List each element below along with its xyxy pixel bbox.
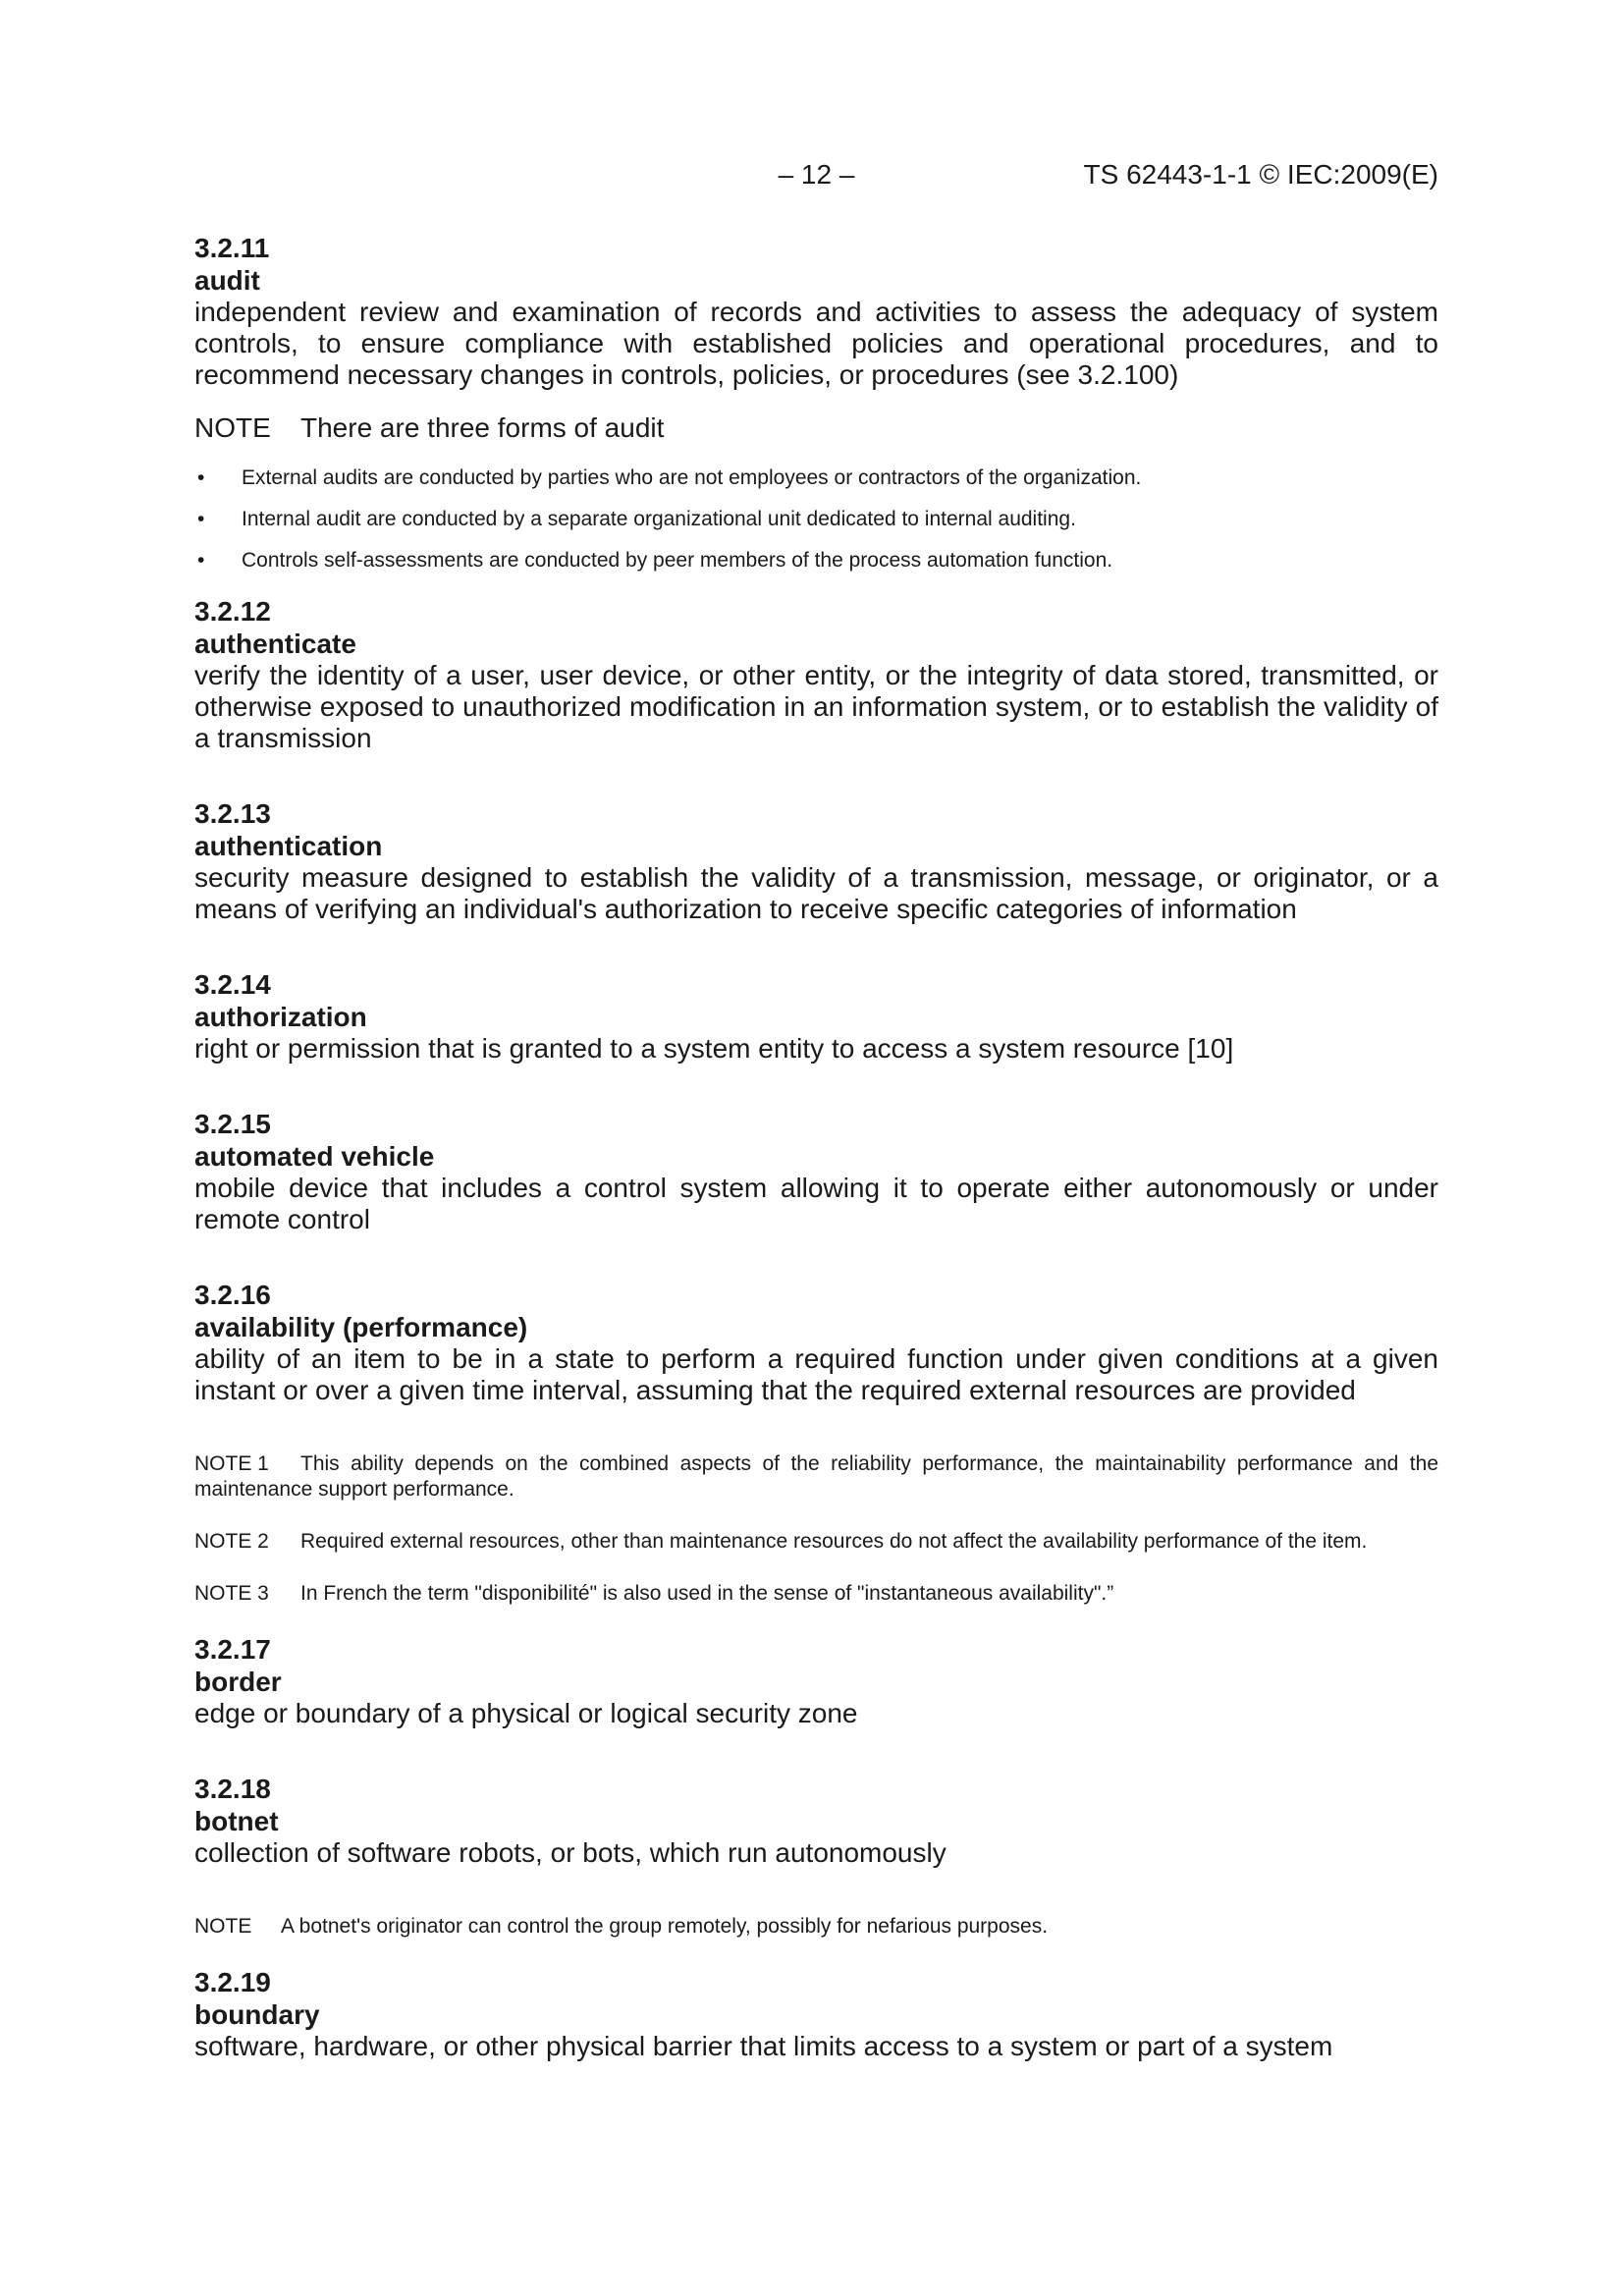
- term-number: 3.2.13: [194, 798, 271, 829]
- note-3: [194, 1581, 1438, 1607]
- term-number: 3.2.18: [194, 1774, 271, 1804]
- note-label: NOTE: [194, 1915, 252, 1938]
- entry-3-2-14: [194, 968, 1438, 1065]
- term-definition: verify the identity of a user, user device, or other entity, or the integrity of data stored, transmitted, or otherwise exposed to unauthorized modification in an information system, or to establish the validity of a transmission: [194, 660, 1438, 753]
- term-number: 3.2.17: [194, 1634, 271, 1665]
- term-definition: collection of software robots, or bots, which run autonomously: [194, 1837, 947, 1868]
- term-number: 3.2.16: [194, 1280, 271, 1310]
- page-number: – 12 –: [778, 159, 855, 190]
- term-definition: edge or boundary of a physical or logical security zone: [194, 1698, 858, 1728]
- note-1: [194, 1451, 1438, 1503]
- term-number: 3.2.12: [194, 596, 271, 627]
- term-name: authorization: [194, 1002, 367, 1032]
- note: [194, 1914, 1438, 1940]
- entry-3-2-12: [194, 595, 1438, 754]
- note-text: Required external resources, other than maintenance resources do not affect the availability performance of the item.: [300, 1530, 1368, 1553]
- term-name: boundary: [194, 1999, 320, 2030]
- page-header: [194, 155, 1438, 194]
- note-text: In French the term "disponibilité" is also used in the sense of "instantaneous availability".”: [300, 1582, 1114, 1605]
- term-name: availability (performance): [194, 1312, 528, 1342]
- term-definition: independent review and examination of records and activities to assess the adequacy of system controls, to ensure compliance with established policies and operational procedures, and to recommend necessary changes in controls, policies, or procedures (see 3.2.100): [194, 297, 1438, 390]
- entry-3-2-17: [194, 1633, 1438, 1729]
- note-2: [194, 1529, 1438, 1555]
- note: [194, 412, 1438, 444]
- term-number: 3.2.19: [194, 1967, 271, 1997]
- audit-forms-list: [194, 465, 1438, 574]
- bullet-icon: •: [197, 466, 205, 489]
- term-name: automated vehicle: [194, 1141, 435, 1172]
- entry-3-2-13: [194, 797, 1438, 925]
- bullet-icon: •: [197, 508, 205, 530]
- term-definition: right or permission that is granted to a system entity to access a system resource [10]: [194, 1033, 1234, 1064]
- term-name: border: [194, 1667, 282, 1697]
- entry-3-2-11: [194, 232, 1438, 574]
- bullet-icon: •: [197, 549, 205, 572]
- list-item: • Internal audit are conducted by a separate organizational unit dedicated to internal auditing.: [197, 508, 1076, 530]
- term-name: audit: [194, 265, 260, 296]
- entry-3-2-16: [194, 1279, 1438, 1607]
- note-label: NOTE 1: [194, 1452, 269, 1475]
- note-text: A botnet's originator can control the group remotely, possibly for nefarious purposes.: [281, 1915, 1049, 1938]
- term-number: 3.2.15: [194, 1109, 271, 1139]
- document-id: TS 62443-1-1 © IEC:2009(E): [1083, 159, 1438, 190]
- term-name: authenticate: [194, 629, 356, 659]
- definitions-body: [194, 232, 1438, 2062]
- term-definition: ability of an item to be in a state to perform a required function under given conditions at a given instant or over a given time interval, assuming that the required external resources are provided: [194, 1343, 1438, 1405]
- entry-3-2-19: [194, 1966, 1438, 2062]
- term-definition: security measure designed to establish the validity of a transmission, message, or originator, or a means of verifying an individual's authorization to receive specific categories of information: [194, 862, 1438, 924]
- term-number: 3.2.14: [194, 969, 271, 1000]
- note-text: This ability depends on the combined aspects of the reliability performance, the maintainability performance and the maintenance support performance.: [194, 1452, 1438, 1501]
- entry-3-2-18: [194, 1773, 1438, 1940]
- term-definition: software, hardware, or other physical barrier that limits access to a system or part of a system: [194, 2031, 1333, 2061]
- note-label: NOTE 2: [194, 1530, 269, 1553]
- term-name: authentication: [194, 831, 383, 861]
- term-definition: mobile device that includes a control system allowing it to operate either autonomously or under remote control: [194, 1173, 1438, 1234]
- note-label: NOTE: [194, 412, 271, 443]
- list-item: • External audits are conducted by parties who are not employees or contractors of the organization.: [197, 466, 1142, 489]
- list-item: • Controls self-assessments are conducted by peer members of the process automation function.: [197, 549, 1113, 572]
- note-text: There are three forms of audit: [300, 412, 665, 443]
- entry-3-2-15: [194, 1108, 1438, 1235]
- term-number: 3.2.11: [194, 233, 270, 263]
- note-label: NOTE 3: [194, 1582, 269, 1605]
- term-name: botnet: [194, 1806, 279, 1836]
